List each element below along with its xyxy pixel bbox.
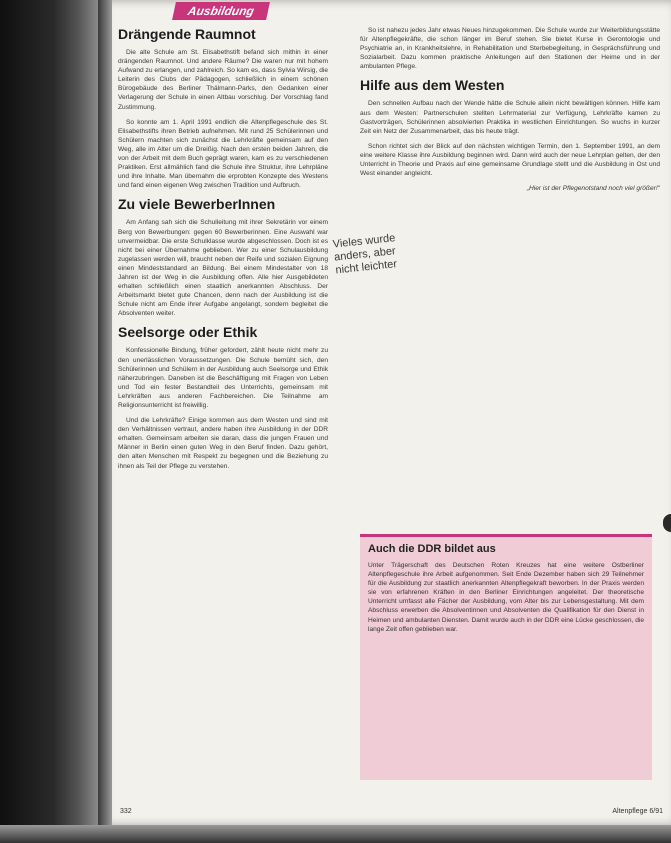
paragraph: Und die Lehrkräfte? Einige kommen aus dem Westen und sind mit den Verhältnissen vertraut, andere haben ihre Ausbildung in der DDR erhalten. Gemeinsam arbeiten sie daran, dass die jungen Frauen und Männer in Berlin einen guten Weg in den Beruf finden. Dazu gehört, den alten Menschen mit Respekt zu begegnen und die Beziehung zu ihnen als Teil der Pflege zu verstehen. (118, 417, 328, 470)
heading-hilfe-westen: Hilfe aus dem Westen (360, 77, 505, 94)
paragraph: So konnte am 1. April 1991 endlich die Altenpflegeschule des St. Elisabethstifts ihren Betrieb aufnehmen. Mit rund 25 Schülerinnen und Schülern machten sich zunächst die Lehrkräfte gemeinsam auf den Weg, alle im Alter um die Dreißig. Nach den ersten beiden Jahren, die von der Arbeit mit dem Buch geprägt waren, kam es zu verschiedenen Praktiken. Erst allmählich fand die Schule ihre Struktur, ihre Lehrpläne und ihre Inhalte. Man übernahm die erprobten Konzepte des Westens und fand einen eigenen Weg zwischen Tradition und Aufbruch. (118, 118, 328, 190)
heading-bewerberinnen: Zu viele BewerberInnen (118, 196, 276, 213)
info-box-heading: Auch die DDR bildet aus (368, 543, 496, 555)
info-box-text: Unter Trägerschaft des Deutschen Roten Kreuzes hat eine weitere Ostberliner Altenpflegeschule ihre Arbeit aufgenommen. Seit Ende Dezember haben sich 29 Teilnehmer für die Ausbildung zur staatlich anerkannten Altenpflegekraft beworben. In der Praxis werden sie von erfahrenen Kräften in den Berliner Einrichtungen angeleitet. Der theoretische Unterricht umfasst alle Fächer der Ausbildung, vom Alter bis zur Lebensgestaltung. Mit dem Abschluss erwerben die Absolventinnen und Absolventen die Qualifikation für den Dienst in Heimen und ambulanten Diensten. Damit wurde auch in der DDR eine Lücke geschlossen, die lange Zeit offen geblieben war. (368, 562, 644, 633)
paragraph: Konfessionelle Bindung, früher gefordert, zählt heute nicht mehr zu den unerlässlichen Voraussetzungen. Die Schule bemüht sich, den Schülerinnen und Schülern in der Ausbildung auch Seelsorge und Ethik näherzubringen. Daneben ist die Beschäftigung mit Fragen von Leben und Tod ein fester Bestandteil des Unterrichts, gemeinsam mit Lehrkräften aus anderen Fachbereichen. Die Teilnahme am Religionsunterricht ist freiwillig. (118, 347, 328, 409)
heading-raumnot: Drängende Raumnot (118, 26, 256, 42)
left-column (118, 26, 328, 477)
closing-quote: „Hier ist der Pflegenotstand noch viel größer!" (526, 185, 660, 193)
right-column (360, 26, 660, 193)
paragraph: Den schnellen Aufbau nach der Wende hätte die Schule allein nicht bewältigen können. Hilfe kam aus dem Westen: Partnerschulen stellten Lehrmaterial zur Verfügung, Lehrkräfte kamen zu Gastvorträgen, Schülerinnen absolvierten Praktika in westlichen Einrichtungen. So wuchs in kurzer Zeit ein Netz der Zusammenarbeit, das bis heute trägt. (360, 100, 660, 135)
page-number: 332 (120, 808, 132, 815)
scan-edge-bottom (0, 825, 671, 843)
paragraph: Am Anfang sah sich die Schulleitung mit ihrer Sekretärin vor einem Berg von Bewerbungen: gegen 60 Bewerberinnen. Eine Auswahl war unvermeidbar. Die erste Schulklasse wurde abgeschlossen. Doch ist es nicht bei einer Übernahme geblieben. Wer zu einer Schulausbildung zugelassen werden will, braucht neben der Reife und sozialen Eignung einen Mindeststandard an Bildung. Bei einem Mindestalter von 18 Jahren ist der Weg in die Ausbildung offen. Alle hier Ausgebildeten erhalten schließlich einen staatlich anerkannten Abschluss. Der Arbeitsmarkt bietet gute Chancen, denn nach der Ausbildung ist die Schule nicht am Ende ihrer Aufgabe angelangt, sondern begleitet die Absolventen weiter. (118, 219, 328, 318)
journal-footer: Altenpflege 6/91 (612, 808, 663, 815)
pull-quote: Vieles wurde anders, aber nicht leichter (332, 232, 398, 277)
paragraph: Die alte Schule am St. Elisabethstift befand sich mithin in einer drängenden Raumnot. Und andere Räume? Die waren nur mit hohem Aufwand zu erlangen, und zahlreich. So kam es, dass Sylvia Wirsig, die Leiterin des Clubs der Pädagogen, schließlich in einem schönen Bürogebäude des Berliner Thälmann-Parks, den Gedanken einer Verlagerung der Schule in einen Altbau vorschlug. Der Vorschlag fand Zustimmung. (118, 49, 328, 111)
paragraph: So ist nahezu jedes Jahr etwas Neues hinzugekommen. Die Schule wurde zur Weiterbildungsstätte für Altenpflegekräfte, die schon länger im Beruf stehen. Sie bietet Kurse in Gerontologie und Psychiatrie an, in Krankheitslehre, in Rehabilitation und Sterbebegleitung, in Gesprächsführung und Sozialarbeit. Dazu kommen praktische Anleitungen auf den Stationen der Heime und in der ambulanten Pflege. (360, 27, 660, 71)
section-tag: Ausbildung (172, 2, 270, 20)
info-box (360, 534, 652, 780)
heading-seelsorge: Seelsorge oder Ethik (118, 324, 258, 341)
paragraph: Schon richtet sich der Blick auf den nächsten wichtigen Termin, den 1. September 1991, an dem eine weitere Klasse ihre Ausbildung beginnen wird. Dann wird auch der neue Lehrplan gelten, der den Unterricht in Theorie und Praxis auf eine gemeinsame Grundlage stellt und die Ausbildung in Ost und West einander angleicht. (360, 142, 660, 178)
scan-edge-left (0, 0, 98, 843)
page-edge-mark (663, 514, 671, 532)
magazine-page (98, 0, 671, 826)
binding-shadow (98, 0, 112, 826)
